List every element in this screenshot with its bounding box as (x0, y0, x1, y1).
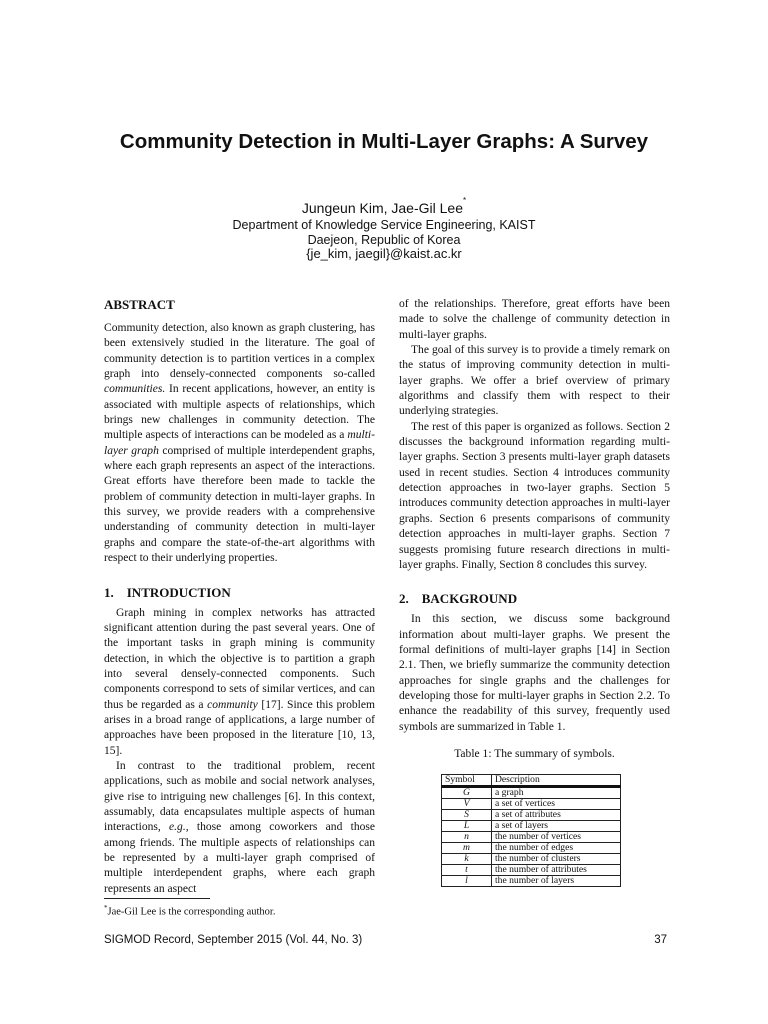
description-cell: a set of layers (492, 821, 621, 832)
footnote-text: Jae-Gil Lee is the corresponding author. (107, 906, 276, 918)
description-cell: a graph (492, 787, 621, 799)
footnote-mark: * (104, 904, 108, 912)
email: {je_kim, jaegil}@kaist.ac.kr (306, 246, 462, 261)
table-caption: Table 1: The summary of symbols. (454, 747, 615, 760)
description-cell: the number of clusters (492, 854, 621, 865)
introduction-heading: 1. INTRODUCTION (104, 584, 231, 600)
left-column (104, 297, 375, 897)
symbol-cell: m (442, 843, 492, 854)
description-cell: the number of vertices (492, 832, 621, 843)
authors (0, 196, 768, 216)
description-cell: a set of attributes (492, 810, 621, 821)
abstract-text: Community detection, also known as graph clustering, has been extensively studied in the literature. The goal of community detection is to partition vertices in a complex graph into densely-connected components so-called communities. In recent applications, however, an entity is associated with multiple aspects of relationships, which brings new challenges in community detection. The multiple aspects of interactions can be modeled as a multi-layer graph comprised of multiple interdependent graphs, where each graph represents an aspect of the interactions. Great efforts have therefore been made to tackle the problem of community detection in multi-layer graphs. In this survey, we provide readers with a comprehensive understanding of community detection in multi-layer graphs and compare the state-of-the-art algorithms with respect to their underlying properties. (104, 322, 376, 565)
location: Daejeon, Republic of Korea (307, 233, 461, 247)
footnote (104, 904, 275, 918)
description-cell: a set of vertices (492, 799, 621, 810)
table-row (442, 821, 621, 832)
table-row (442, 832, 621, 843)
table-row (442, 876, 621, 887)
right-paragraph-1: of the relationships. Therefore, great efforts have been made to solve the challenge of community detection in multi-layer graphs. (399, 298, 670, 341)
right-paragraph-3: The rest of this paper is organized as follows. Section 2 discusses the background information regarding multi-layer graphs. Section 3 presents multi-layer graph datasets used in recent studies. Section 4 introduces community detection approaches in two-layer graphs. Section 5 introduces community detection approaches in multi-layer graphs. Section 6 presents comparisons of community detection approaches in multi-layer graphs. Section 7 suggests promising future research directions in multi-layer graphs. Finally, Section 8 concludes this survey. (399, 420, 670, 571)
background-paragraph: In this section, we discuss some background information about multi-layer graphs. We present the formal definitions of multi-layer graphs [14] in Section 2.1. Then, we briefly summarize the community detection approaches for single graphs and the challenges for developing those for multi-layer graphs in Section 2.2. To enhance the readability of this survey, frequently used symbols are summarized in Table 1. (399, 613, 670, 733)
right-paragraph-2: The goal of this survey is to provide a timely remark on the status of improving community detection in multi-layer graphs. We offer a brief overview of primary algorithms and classify them with respect to their underlying strategies. (399, 344, 670, 418)
table-row (442, 865, 621, 876)
page-number: 37 (654, 934, 667, 946)
symbol-cell: t (442, 865, 492, 876)
corresponding-mark: * (462, 196, 467, 205)
symbol-cell: l (442, 876, 492, 887)
affiliation: Department of Knowledge Service Engineering, KAIST (232, 218, 536, 232)
description-cell: the number of layers (492, 876, 621, 887)
symbol-cell: V (442, 799, 492, 810)
table-row (442, 854, 621, 865)
symbol-cell: k (442, 854, 492, 865)
symbol-cell: G (442, 787, 492, 799)
intro-paragraph-2: In contrast to the traditional problem, recent applications, such as mobile and social network analyses, give rise to intriguing new challenges [6]. In this context, assumably, data encapsulates multiple aspects of human interactions, e.g., those among coworkers and those among friends. The multiple aspects of relationships can be represented by a multi-layer graph comprised of multiple interdependent graphs, where each graph represents an aspect (104, 759, 376, 895)
description-cell: the number of edges (492, 843, 621, 854)
right-column (399, 297, 670, 887)
table-header-symbol: Symbol (442, 775, 492, 787)
author-names: Jungeun Kim, Jae-Gil Lee (301, 200, 463, 216)
background-heading: 2. BACKGROUND (399, 591, 518, 607)
symbol-cell: S (442, 810, 492, 821)
intro-paragraph-1: Graph mining in complex networks has attracted significant attention during the past several years. One of the important tasks in graph mining is community detection, in which the objective is to partition a graph into several densely-connected components. Such components correspond to sets of similar vertices, and can thus be regarded as a community [17]. Since this problem arises in a broad range of applications, a large number of approaches have been proposed in the literature [10, 13, 15]. (104, 606, 375, 757)
table-header-row (442, 775, 621, 787)
description-cell: the number of attributes (492, 865, 621, 876)
table-row (442, 843, 621, 854)
footnote-rule (104, 898, 210, 899)
table-row (442, 799, 621, 810)
paper-title: Community Detection in Multi-Layer Graphs: A Survey (119, 130, 649, 153)
symbols-table (441, 774, 621, 887)
table-row (442, 810, 621, 821)
footer-venue: SIGMOD Record, September 2015 (Vol. 44, No. 3) (104, 934, 363, 946)
symbol-cell: L (442, 821, 492, 832)
abstract-heading: ABSTRACT (104, 297, 175, 312)
table-row (442, 787, 621, 799)
symbol-cell: n (442, 832, 492, 843)
table-header-description: Description (492, 775, 621, 787)
